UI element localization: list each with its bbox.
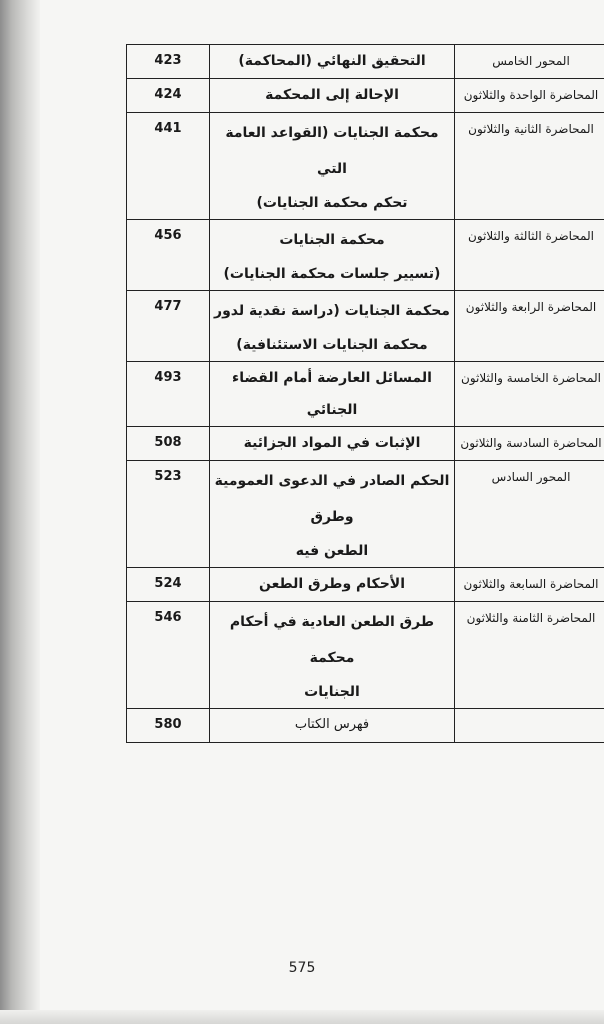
title-cell [210, 45, 455, 79]
title-line: التحقيق النهائي (المحاكمة) [238, 53, 426, 69]
page-cell [127, 45, 210, 79]
table-row [127, 113, 604, 220]
lecture-label: المحور السادس [491, 470, 571, 484]
title-cell [210, 602, 455, 709]
title-line: الإثبات في المواد الجزائية [243, 435, 421, 451]
page-ref: 493 [154, 370, 182, 385]
table-row [127, 79, 604, 113]
title-line: طرق الطعن العادية في أحكام محكمة [229, 614, 435, 666]
title-line: الأحكام وطرق الطعن [258, 576, 406, 592]
title-cell [210, 709, 455, 743]
table-row [127, 427, 604, 461]
table-row [127, 362, 604, 427]
book-spine-shadow [0, 0, 40, 1024]
lecture-cell [455, 709, 604, 743]
lecture-label: المحاضرة السابعة والثلاثون [463, 577, 599, 591]
lecture-cell [455, 220, 604, 291]
page-cell [127, 220, 210, 291]
title-cell [210, 220, 455, 291]
lecture-cell [455, 427, 604, 461]
lecture-label: المحور الخامس [492, 54, 570, 68]
lecture-label: المحاضرة الخامسة والثلاثون [461, 371, 601, 385]
page-ref: 477 [154, 299, 182, 314]
table-row [127, 45, 604, 79]
table-of-contents [126, 44, 604, 743]
lecture-label: المحاضرة الثانية والثلاثون [468, 122, 594, 136]
title-line: فهرس الكتاب [294, 717, 370, 732]
table-row [127, 602, 604, 709]
title-line: الإحالة إلى المحكمة [265, 87, 399, 103]
lecture-cell [455, 461, 604, 568]
page-cell [127, 602, 210, 709]
title-cell [210, 79, 455, 113]
title-cell [210, 568, 455, 602]
lecture-cell [455, 45, 604, 79]
page-cell [127, 362, 210, 427]
lecture-label: المحاضرة الواحدة والثلاثون [463, 88, 599, 102]
table-row [127, 291, 604, 362]
page-cell [127, 291, 210, 362]
page-ref: 423 [154, 53, 182, 68]
title-line: محكمة الجنايات (القواعد العامة التي [225, 125, 439, 177]
lecture-cell [455, 568, 604, 602]
page-ref: 523 [154, 469, 182, 484]
lecture-label: المحاضرة الثالثة والثلاثون [468, 229, 594, 243]
page-ref: 424 [154, 87, 182, 102]
lecture-cell [455, 79, 604, 113]
lecture-cell [455, 291, 604, 362]
title-line: محكمة الجنايات (دراسة نقدية لدور [214, 303, 450, 319]
lecture-label: المحاضرة الثامنة والثلاثون [466, 611, 596, 625]
page-ref: 441 [154, 121, 182, 136]
title-cell [210, 291, 455, 362]
title-cell [210, 461, 455, 568]
page-cell [127, 461, 210, 568]
page-cell [127, 113, 210, 220]
title-line: الجنايات [304, 684, 360, 700]
title-cell [210, 427, 455, 461]
page-cell [127, 79, 210, 113]
lecture-cell [455, 602, 604, 709]
table-row [127, 709, 604, 743]
page-ref: 546 [154, 610, 182, 625]
table-row [127, 220, 604, 291]
title-line: محكمة الجنايات الاستئنافية) [236, 337, 428, 353]
title-line: تحكم محكمة الجنايات) [256, 195, 408, 211]
title-line: (تسيير جلسات محكمة الجنايات) [223, 266, 441, 282]
page-cell [127, 709, 210, 743]
title-line: المسائل العارضة أمام القضاء الجنائي [232, 370, 432, 418]
page-ref: 524 [154, 576, 182, 591]
page-ref: 456 [154, 228, 182, 243]
page-ref: 580 [154, 717, 182, 732]
title-cell [210, 113, 455, 220]
page-ref: 508 [154, 435, 182, 450]
title-line: الحكم الصادر في الدعوى العمومية وطرق [214, 473, 450, 525]
lecture-label: المحاضرة السادسة والثلاثون [460, 436, 602, 450]
title-cell [210, 362, 455, 427]
page-cell [127, 568, 210, 602]
lecture-cell [455, 113, 604, 220]
table-row [127, 461, 604, 568]
page-cell [127, 427, 210, 461]
page-bottom-edge [0, 1010, 604, 1024]
lecture-cell [455, 362, 604, 427]
lecture-label: المحاضرة الرابعة والثلاثون [465, 300, 597, 314]
title-line: محكمة الجنايات [279, 232, 385, 248]
table-row [127, 568, 604, 602]
title-line: الطعن فيه [295, 543, 369, 559]
page-number: 575 [288, 960, 316, 976]
